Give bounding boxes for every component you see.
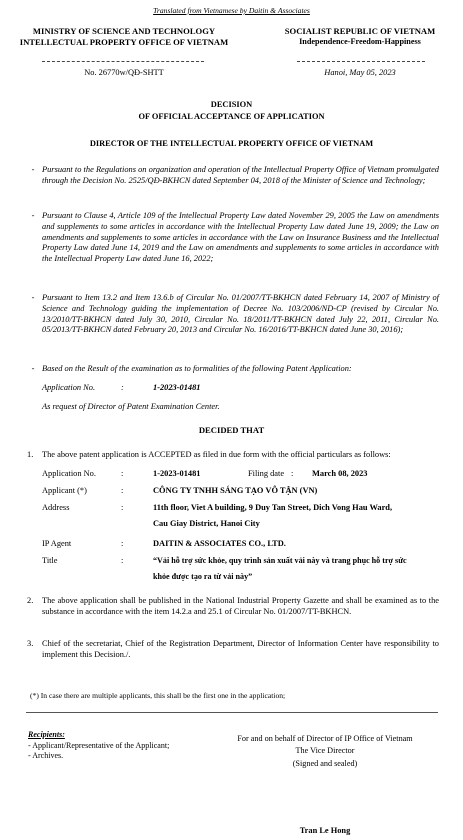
particular-applicant <box>42 486 442 498</box>
director-heading: DIRECTOR OF THE INTELLECTUAL PROPERTY OFFICE OF VIETNAM <box>89 139 374 148</box>
item-2-text: The above application shall be published in the National Industrial Property Gazette and shall be examined as to the substance in accordance with the item 14.2.a and 25.1 of Circular No. 01/2007/TT-BKHCN. <box>42 596 439 616</box>
bullet-paragraph-4: Based on the Result of the examination as to formalities of the following Patent Application: <box>42 364 352 373</box>
issue-date: Hanoi, May 05, 2023 <box>324 68 396 77</box>
colon: : <box>121 539 124 548</box>
particular-ip-agent <box>42 539 442 551</box>
bullet-marker: - <box>31 211 35 220</box>
title-line-1: “Vải hỗ trợ sức khỏe, quy trình sản xuất vải này và trang phục hỗ trợ sức <box>153 556 407 565</box>
recipient-archives: - Archives. <box>28 751 64 761</box>
bullet-marker: - <box>31 364 35 373</box>
colon: : <box>121 486 124 495</box>
signatory-name: Tran Le Hong <box>299 826 351 835</box>
signature-position: The Vice Director <box>295 746 355 756</box>
signature-on-behalf: For and on behalf of Director of IP Office of Vietnam <box>237 734 413 743</box>
item-1-text: The above patent application is ACCEPTED as filed in due form with the official particulars as follows: <box>42 450 391 459</box>
application-number-line <box>42 383 442 395</box>
translation-note: Translated from Vietnamese by Daitin & Associates <box>153 6 310 15</box>
motto-text: Independence-Freedom-Happiness <box>299 37 421 47</box>
filing-date-colon: : <box>291 469 294 478</box>
app-number-colon: : <box>121 383 124 392</box>
particular-application-no <box>42 469 442 481</box>
colon: : <box>121 556 124 565</box>
colon: : <box>121 503 124 512</box>
bullet-marker: - <box>31 293 35 302</box>
filing-date-value: March 08, 2023 <box>312 469 368 478</box>
ip-agent-label: IP Agent <box>42 539 72 548</box>
decision-number: No. 26770w/QĐ-SHTT <box>84 68 164 77</box>
applicant-label: Applicant (*) <box>42 486 87 495</box>
bullet-paragraph-2: Pursuant to Clause 4, Article 109 of the Intellectual Property Law dated November 29, 2005 the Law on amendments and supplements to some articles in accordance with the Intellectual Property Law dated June 19, 2009; the Law on amendments and supplements to some articles in accordance with the Law on Insurance Business and the Intellectual Property Law dated June 14, 2019 and the Law on amendments and supplements to some articles in accordance with the Intellectual Property Law dated June 16, 2022; <box>42 211 439 263</box>
recipients-heading: Recipients: <box>28 730 65 739</box>
left-divider <box>42 61 204 62</box>
bullet-paragraph-3: Pursuant to Item 13.2 and Item 13.6.b of Circular No. 01/2007/TT-BKHCN dated February 14, 2007 of Ministry of Science and Technology guiding the implementation of Decree No. 103/2006/ND-CP (revised by Circular No. 13/2010/TT-BKHCN dated July 30, 2010, Circular No. 18/2011/TT-BKHCN dated July 22, 2011, Circular No. 05/2013/TT-BKHCN dated February 20, 2013 and Circular No. 16/2016/TT-BKHCN dated June 30, 2016); <box>42 293 439 335</box>
particular-address <box>42 503 442 533</box>
request-line: As request of Director of Patent Examination Center. <box>42 402 220 411</box>
colon: : <box>121 469 124 478</box>
address-line-1: 11th floor, Viet A building, 9 Duy Tan Street, Dich Vong Hau Ward, <box>153 503 393 512</box>
footnote: (*) In case there are multiple applicants, this shall be the first one in the application; <box>30 691 286 700</box>
item-number: 2. <box>27 596 34 605</box>
app-number-value: 1-2023-01481 <box>153 383 201 392</box>
address-label: Address <box>42 503 70 512</box>
applicant-value: CÔNG TY TNHH SÁNG TẠO VÔ TẬN (VN) <box>153 486 318 495</box>
signature-status: (Signed and sealed) <box>292 758 358 768</box>
ip-agent-value: DAITIN & ASSOCIATES CO., LTD. <box>153 539 286 548</box>
bullet-paragraph-1: Pursuant to the Regulations on organization and operation of the Intellectual Property Office of Vietnam promulgated through the Decision No. 2525/QĐ-BKHCN dated September 04, 2018 of the Minister of Science and Technology; <box>42 165 439 185</box>
national-motto <box>262 26 458 48</box>
item-number: 3. <box>27 639 34 648</box>
title-subtitle: OF OFFICIAL ACCEPTANCE OF APPLICATION <box>138 111 325 121</box>
address-line-2: Cau Giay District, Hanoi City <box>153 519 260 528</box>
particular-title <box>42 556 442 586</box>
decision-title <box>0 99 463 123</box>
footnote-divider <box>26 712 438 713</box>
recipients-block <box>28 730 218 762</box>
decided-heading: DECIDED THAT <box>198 425 265 435</box>
office-name: INTELLECTUAL PROPERTY OFFICE OF VIETNAM <box>19 37 229 48</box>
item-number: 1. <box>27 450 34 459</box>
title-line-2: khỏe được tạo ra từ vải này” <box>153 572 253 581</box>
app-no-value: 1-2023-01481 <box>153 469 201 478</box>
app-number-label: Application No. <box>42 383 96 392</box>
recipient-applicant: - Applicant/Representative of the Applicant; <box>28 740 170 750</box>
country-name: SOCIALIST REPUBLIC OF VIETNAM <box>284 26 436 36</box>
item-3-text: Chief of the secretariat, Chief of the Registration Department, Director of Information Center have responsibility to implement this Decision./. <box>42 639 439 659</box>
bullet-marker: - <box>31 165 35 174</box>
filing-date-label: Filing date <box>248 469 285 478</box>
issuing-authority <box>6 26 242 48</box>
app-no-label: Application No. <box>42 469 96 478</box>
title-decision: DECISION <box>210 100 253 109</box>
title-label: Title <box>42 556 58 565</box>
ministry-name: MINISTRY OF SCIENCE AND TECHNOLOGY <box>32 26 216 36</box>
signature-block <box>210 733 440 770</box>
right-divider <box>297 61 425 62</box>
